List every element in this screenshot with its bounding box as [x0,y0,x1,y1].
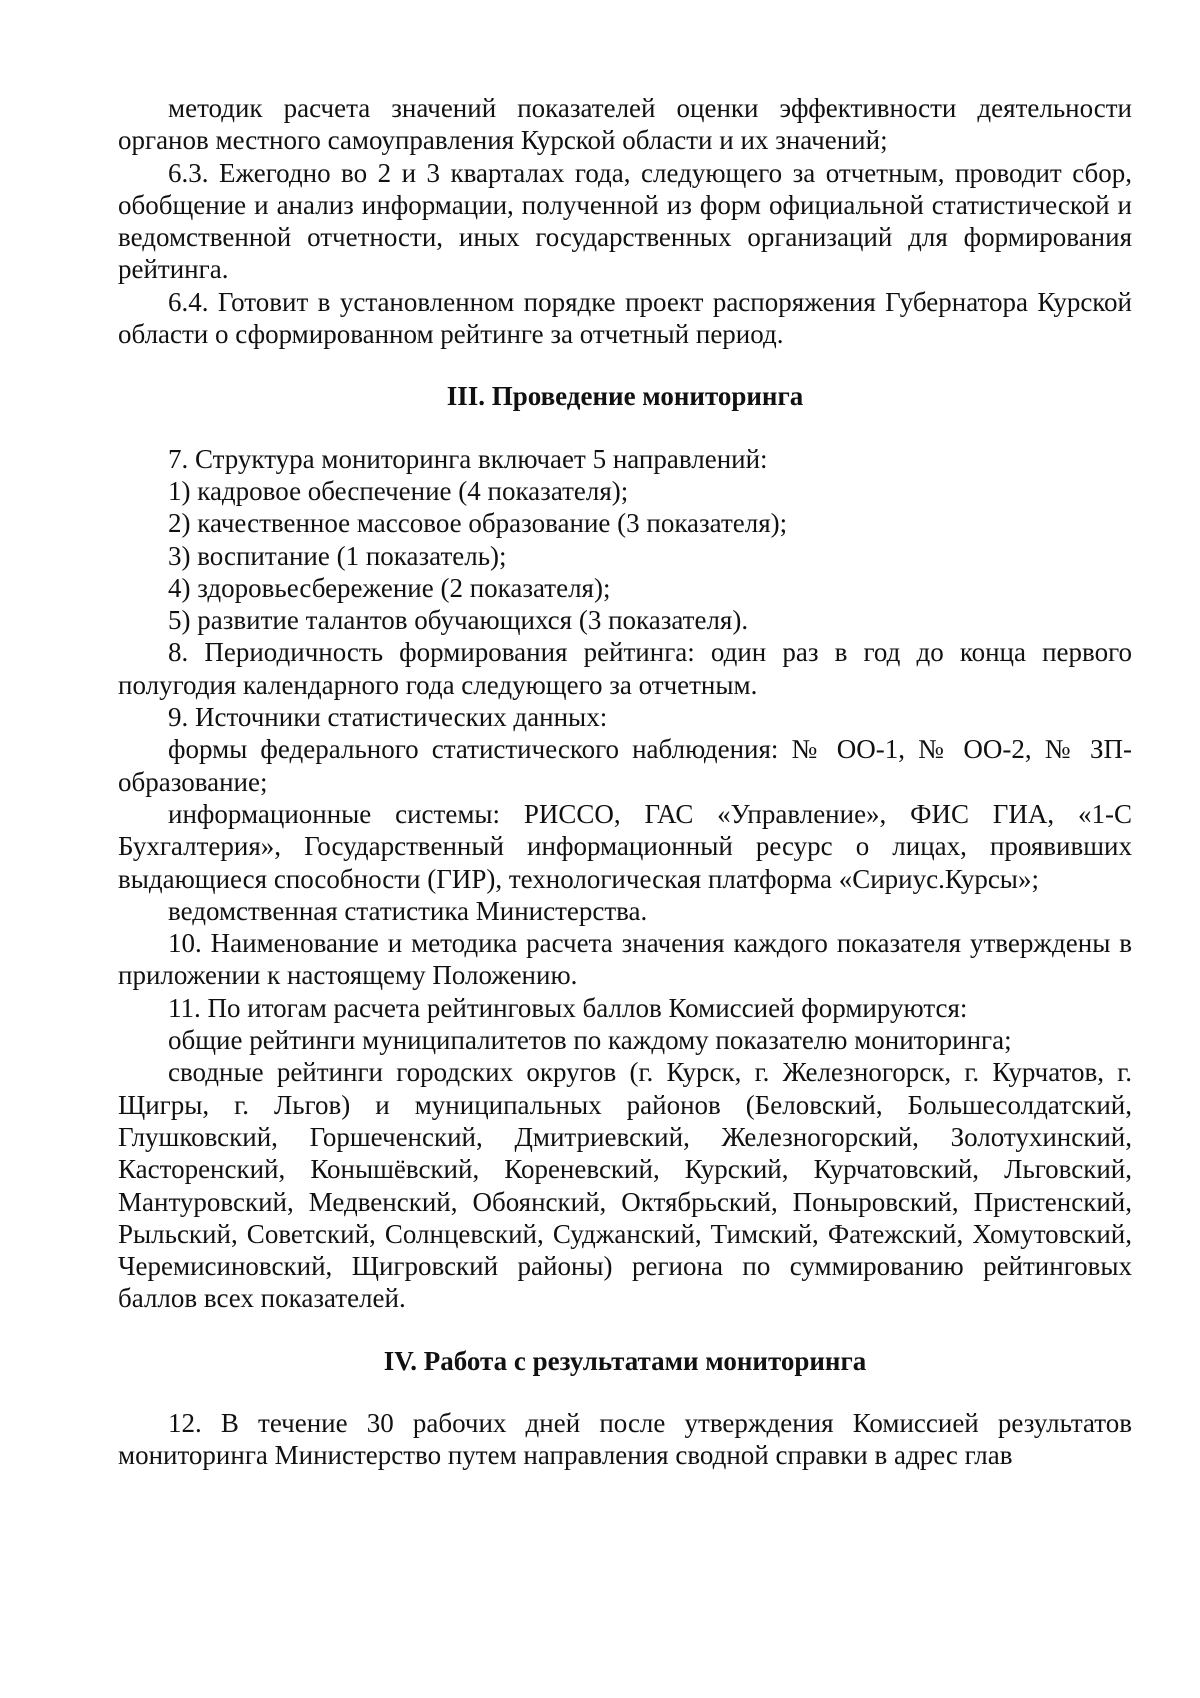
paragraph-11-general: общие рейтинги муниципалитетов по каждому показателю мониторинга; [168,1025,1012,1056]
paragraph-6-3: 6.3. Ежегодно во 2 и 3 кварталах года, следующего за отчетным, проводит сбор, обобщение и анализ информации, полученной из форм официальной статистической и ведомственной отчетности, иных государственных организаций для формирования рейтинга. [118,157,1132,285]
list-item: 5) развитие талантов обучающихся (3 показателя). [168,605,749,636]
section-heading-monitoring: III. Проведение мониторинга [446,381,804,412]
list-item: 3) воспитание (1 показатель); [168,540,507,571]
paragraph-7: 7. Структура мониторинга включает 5 направлений: [168,443,768,474]
list-item: 1) кадровое обеспечение (4 показателя); [168,475,629,506]
paragraph-9-forms: формы федерального статистического наблюдения: № ОО-1, № ОО-2, № ЗП-образование; [118,734,1132,797]
paragraph-6-4: 6.4. Готовит в установленном порядке проект распоряжения Губернатора Курской области о сформированном рейтинге за отчетный период. [118,286,1132,350]
list-item: 2) качественное массовое образование (3 показателя); [168,508,788,539]
document-page [118,92,1132,1472]
paragraph-9-statistics: ведомственная статистика Министерства. [168,895,648,926]
section-heading-results: IV. Работа с результатами мониторинга [383,1345,867,1376]
paragraph-11-summary: сводные рейтинги городских округов (г. Курск, г. Железногорск, г. Курчатов, г. Щигры, г. Льгов) и муниципальных районов (Беловский, Большесолдатский, Глушковский, Горшеченский, Дмитриевский, Железногорский, Золотухинский, Касторенский, Конышёвский, Кореневский, Курский, Курчатовский, Льговский, Мантуровский, Медвенский, Обоянский, Октябрьский, Поныровский, Пристенский, Рыльский, Советский, Солнцевский, Суджанский, Тимский, Фатежский, Хомутовский, Черемисиновский, Щигровский районы) региона по суммированию рейтинговых баллов всех показателей. [118,1057,1132,1314]
paragraph-9-systems: информационные системы: РИССО, ГАС «Управление», ФИС ГИА, «1-С Бухгалтерия», Государственный информационный ресурс о лицах, проявивших выдающиеся способности (ГИР), технологическая платформа «Сириус.Курсы»; [118,798,1132,894]
paragraph-9: 9. Источники статистических данных: [168,702,608,733]
paragraph-12: 12. В течение 30 рабочих дней после утверждения Комиссией результатов мониторинга Министерство путем направления сводной справки в адрес глав [118,1407,1132,1471]
paragraph-10: 10. Наименование и методика расчета значения каждого показателя утверждены в приложении к настоящему Положению. [118,928,1132,991]
paragraph-8: 8. Периодичность формирования рейтинга: один раз в год до конца первого полугодия календарного года следующего за отчетным. [118,637,1132,700]
paragraph-methods-continuation: методик расчета значений показателей оценки эффективности деятельности органов местного самоуправления Курской области и их значений; [118,93,1132,156]
paragraph-11: 11. По итогам расчета рейтинговых баллов Комиссией формируются: [168,992,968,1023]
list-item: 4) здоровьесбережение (2 показателя); [168,572,611,603]
